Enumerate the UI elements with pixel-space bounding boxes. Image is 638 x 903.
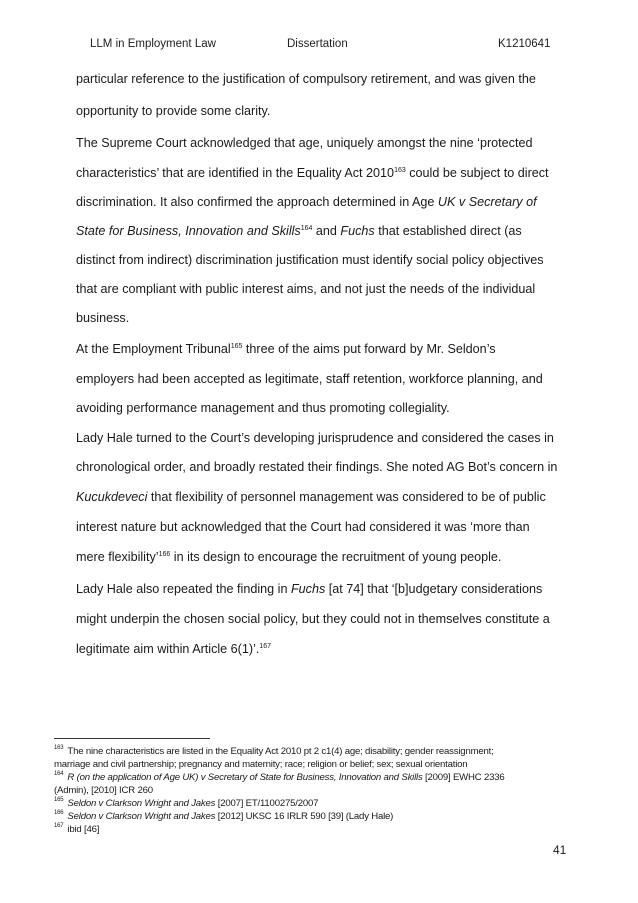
header-student-id: K1210641 xyxy=(498,38,551,50)
body-line: Lady Hale turned to the Court’s developing jurisprudence and considered the cases in xyxy=(76,431,554,445)
footnote-164: $^{164}$ R (on the application of Age UK) v Secretary of State for Business, Innovation and Skills [2009] EWHC 2336 xyxy=(54,771,505,783)
body-line: At the Employment Tribunal$^{165}$ three of the aims put forward by Mr. Seldon’s xyxy=(76,342,496,356)
footnote-ref[interactable]: 167 xyxy=(259,642,272,650)
body-line: Kucukdeveci that flexibility of personnel management was considered to be of public xyxy=(76,490,546,504)
body-line: chronological order, and broadly restated their findings. She noted AG Bot’s concern in xyxy=(76,460,558,474)
footnote-ref[interactable]: 164 xyxy=(300,224,313,232)
body-line: business. xyxy=(76,311,130,325)
body-line: Lady Hale also repeated the finding in Fuchs [at 74] that ‘[b]udgetary considerations xyxy=(76,582,543,596)
body-line: distinct from indirect) discrimination justification must identify social policy objectives xyxy=(76,253,544,267)
footnote-163: $^{163}$ The nine characteristics are listed in the Equality Act 2010 pt 2 c1(4) age; disability; gender reassignment; xyxy=(54,745,494,757)
body-line: discrimination. It also confirmed the approach determined in Age UK v Secretary of xyxy=(76,195,537,209)
body-line: that are compliant with public interest aims, and not just the needs of the individual xyxy=(76,282,536,296)
case-name: Fuchs xyxy=(290,582,326,596)
body-line: mere flexibility’$^{166}$ in its design to encourage the recruitment of young people. xyxy=(76,550,502,564)
footnote-167: $^{167}$ ibid [46] xyxy=(54,823,100,835)
header-title: Dissertation xyxy=(287,38,348,50)
footnote-165: $^{165}$ Seldon v Clarkson Wright and Jakes [2007] ET/1100275/2007 xyxy=(54,797,319,809)
body-line: legitimate aim within Article 6(1)’.$^{167}$ xyxy=(76,642,272,656)
footnote-ref[interactable]: 165 xyxy=(230,342,243,350)
footnote-164-cont: (Admin), [2010] ICR 260 xyxy=(54,785,153,796)
body-line: The Supreme Court acknowledged that age, uniquely amongst the nine ‘protected xyxy=(76,136,533,150)
page-number: 41 xyxy=(553,843,567,857)
case-name: State for Business, Innovation and Skills xyxy=(76,224,301,238)
body-line: particular reference to the justification of compulsory retirement, and was given the xyxy=(76,72,536,86)
header-course: LLM in Employment Law xyxy=(90,38,216,50)
body-line: opportunity to provide some clarity. xyxy=(76,104,271,118)
case-name: Kucukdeveci xyxy=(76,490,148,504)
body-line: characteristics’ that are identified in the Equality Act 2010$^{163}$ could be subject to direct xyxy=(76,166,549,180)
body-line: interest nature but acknowledged that the Court had considered it was ‘more than xyxy=(76,520,530,534)
body-line: State for Business, Innovation and Skills$^{164}$ and Fuchs that established direct (as xyxy=(76,224,522,238)
body-line: avoiding performance management and thus promoting collegiality. xyxy=(76,401,450,415)
footnote-ref[interactable]: 166 xyxy=(158,550,171,558)
footnote-separator xyxy=(54,738,210,739)
body-line: employers had been accepted as legitimate, staff retention, workforce planning, and xyxy=(76,372,543,386)
case-name: UK v Secretary of xyxy=(437,195,537,209)
footnote-163-cont: marriage and civil partnership; pregnancy and maternity; race; religion or belief; sex; sexual orientation xyxy=(54,759,468,770)
footnote-166: $^{166}$ Seldon v Clarkson Wright and Jakes [2012] UKSC 16 IRLR 590 [39] (Lady Hale) xyxy=(54,810,394,822)
body-line: might underpin the chosen social policy, but they could not in themselves constitute a xyxy=(76,612,550,626)
footnote-ref[interactable]: 163 xyxy=(394,166,406,174)
case-name: Fuchs xyxy=(340,224,375,238)
